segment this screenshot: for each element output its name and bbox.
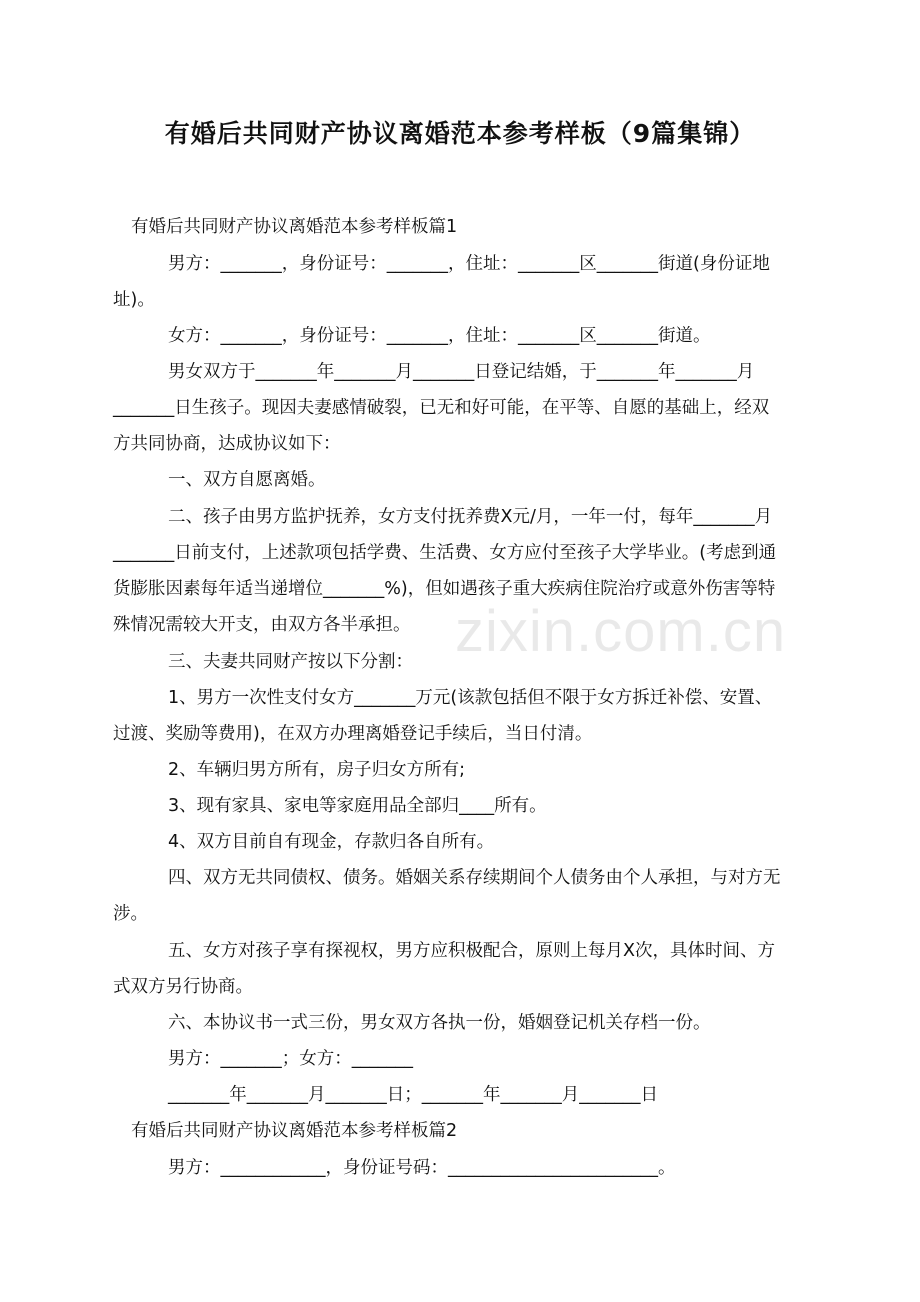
paragraph-line: 六、本协议书一式三份，男女双方各执一份，婚姻登记机关存档一份。 bbox=[168, 1013, 711, 1033]
paragraph-line: 址)。 bbox=[113, 290, 155, 310]
paragraph-line: 四、双方无共同债权、债务。婚姻关系存续期间个人债务由个人承担，与对方无 bbox=[168, 868, 781, 888]
paragraph-line: 涉。 bbox=[113, 904, 148, 924]
paragraph-line: _______日生孩子。现因夫妻感情破裂，已无和好可能，在平等、自愿的基础上，经双 bbox=[113, 398, 770, 418]
paragraph-line: 五、女方对孩子享有探视权，男方应积极配合，原则上每月X次，具体时间、方 bbox=[168, 941, 775, 961]
paragraph-line: 4、双方目前自有现金，存款归各自所有。 bbox=[168, 832, 495, 852]
paragraph-line: 男方：____________，身份证号码：________________________。 bbox=[168, 1158, 676, 1178]
paragraph-line: 过渡、奖励等费用)，在双方办理离婚登记手续后，当日付清。 bbox=[113, 724, 593, 744]
paragraph-line: 男方：_______，身份证号：_______，住址：_______区_______街道(身份证地 bbox=[168, 254, 770, 274]
paragraph-line: 女方：_______，身份证号：_______，住址：_______区_______街道。 bbox=[168, 326, 711, 346]
paragraph-line: 3、现有家具、家电等家庭用品全部归____所有。 bbox=[168, 796, 547, 816]
paragraph-line: 二、孩子由男方监护抚养，女方支付抚养费X元/月，一年一付，每年_______月 bbox=[168, 507, 773, 527]
date-line: _______年_______月_______日；_______年_______月_______日 bbox=[168, 1085, 658, 1105]
paragraph-line: 货膨胀因素每年适当递增位_______%)，但如遇孩子重大疾病住院治疗或意外伤害等特 bbox=[113, 579, 776, 599]
paragraph-line: 一、双方自愿离婚。 bbox=[168, 470, 326, 490]
watermark-text: zixin.com.cn bbox=[455, 599, 787, 664]
paragraph-line: 2、车辆归男方所有，房子归女方所有; bbox=[168, 760, 466, 780]
paragraph-line: 殊情况需较大开支，由双方各半承担。 bbox=[113, 615, 411, 635]
paragraph-line: 式双方另行协商。 bbox=[113, 977, 253, 997]
section-heading-2: 有婚后共同财产协议离婚范本参考样板篇2 bbox=[131, 1121, 458, 1141]
section-heading-1: 有婚后共同财产协议离婚范本参考样板篇1 bbox=[131, 217, 458, 237]
signature-line: 男方：_______；女方：_______ bbox=[168, 1049, 413, 1069]
document-title: 有婚后共同财产协议离婚范本参考样板（9篇集锦） bbox=[164, 119, 756, 148]
paragraph-line: 男女双方于_______年_______月_______日登记结婚，于_______年_______月 bbox=[168, 362, 755, 382]
paragraph-line: _______日前支付，上述款项包括学费、生活费、女方应付至孩子大学毕业。(考虑到通 bbox=[113, 543, 777, 563]
paragraph-line: 1、男方一次性支付女方_______万元(该款包括但不限于女方拆迁补偿、安置、 bbox=[168, 688, 773, 708]
paragraph-line: 三、夫妻共同财产按以下分割： bbox=[168, 652, 413, 672]
paragraph-line: 方共同协商，达成协议如下： bbox=[113, 434, 341, 454]
